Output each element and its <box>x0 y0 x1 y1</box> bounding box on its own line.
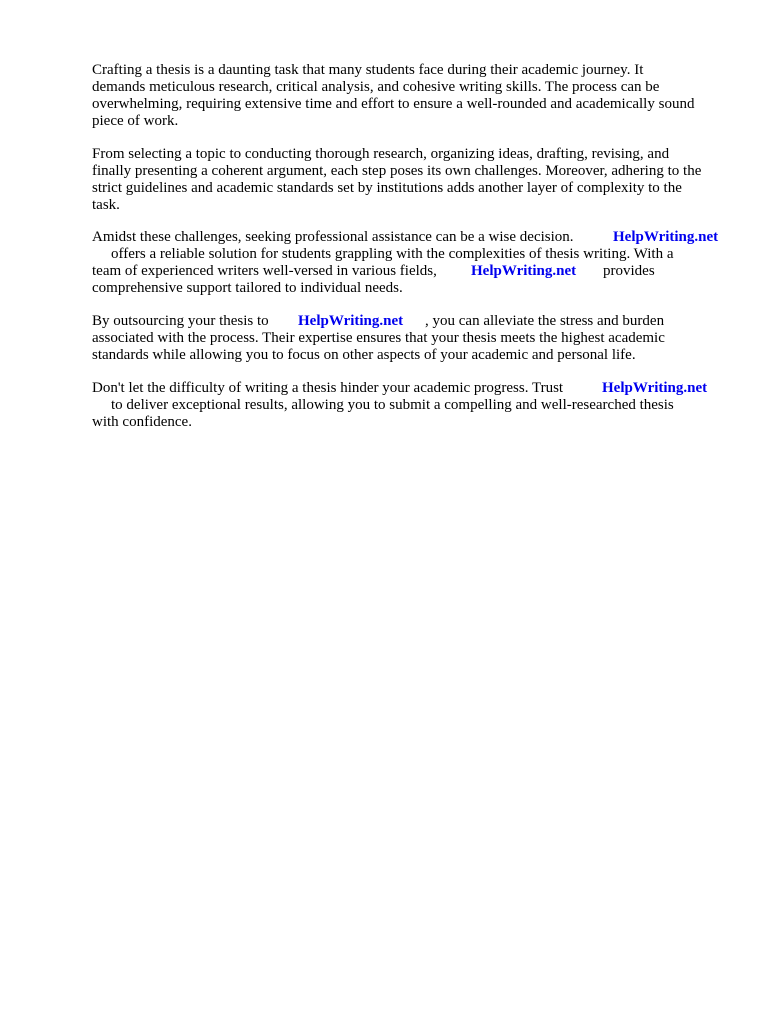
paragraph-5-line-2: to deliver exceptional results, allowing you to submit a compelling and well-researched thesis <box>111 397 674 413</box>
helpwriting-link-3[interactable]: HelpWriting.net <box>298 313 404 329</box>
paragraph-4-line-1-end: , you can alleviate the stress and burden <box>425 313 665 329</box>
paragraph-3-line-1: Amidst these challenges, seeking professional assistance can be a wise decision. <box>92 229 574 245</box>
paragraph-2-line-2: finally presenting a coherent argument, each step poses its own challenges. Moreover, adhering to the <box>92 163 702 179</box>
paragraph-2-line-1: From selecting a topic to conducting thorough research, organizing ideas, drafting, revising, and <box>92 146 670 162</box>
paragraph-3-line-4: comprehensive support tailored to individual needs. <box>92 280 403 296</box>
paragraph-2-line-4: task. <box>92 197 120 213</box>
helpwriting-link-4[interactable]: HelpWriting.net <box>602 380 708 396</box>
paragraph-4-line-2: associated with the process. Their expertise ensures that your thesis meets the highest academic <box>92 330 665 346</box>
paragraph-1-line-2: demands meticulous research, critical analysis, and cohesive writing skills. The process can be <box>92 79 660 95</box>
paragraph-1-line-3: overwhelming, requiring extensive time and effort to ensure a well-rounded and academically sound <box>92 96 695 112</box>
paragraph-1-line-4: piece of work. <box>92 113 179 129</box>
paragraph-1-line-1: Crafting a thesis is a daunting task that many students face during their academic journey. It <box>92 62 644 78</box>
paragraph-3-line-3-end: provides <box>603 263 655 279</box>
paragraph-3-line-3-start: team of experienced writers well-versed in various fields, <box>92 263 437 279</box>
paragraph-4-line-3: standards while allowing you to focus on other aspects of your academic and personal life. <box>92 347 636 363</box>
helpwriting-link-2[interactable]: HelpWriting.net <box>471 263 577 279</box>
paragraph-5-line-3: with confidence. <box>92 414 192 430</box>
helpwriting-link-1[interactable]: HelpWriting.net <box>613 229 719 245</box>
paragraph-3-line-2: offers a reliable solution for students grappling with the complexities of thesis writing. With a <box>111 246 674 262</box>
paragraph-4-line-1-start: By outsourcing your thesis to <box>92 313 269 329</box>
paragraph-5-line-1: Don't let the difficulty of writing a thesis hinder your academic progress. Trust <box>92 380 564 396</box>
paragraph-2-line-3: strict guidelines and academic standards set by institutions adds another layer of complexity to the <box>92 180 682 196</box>
